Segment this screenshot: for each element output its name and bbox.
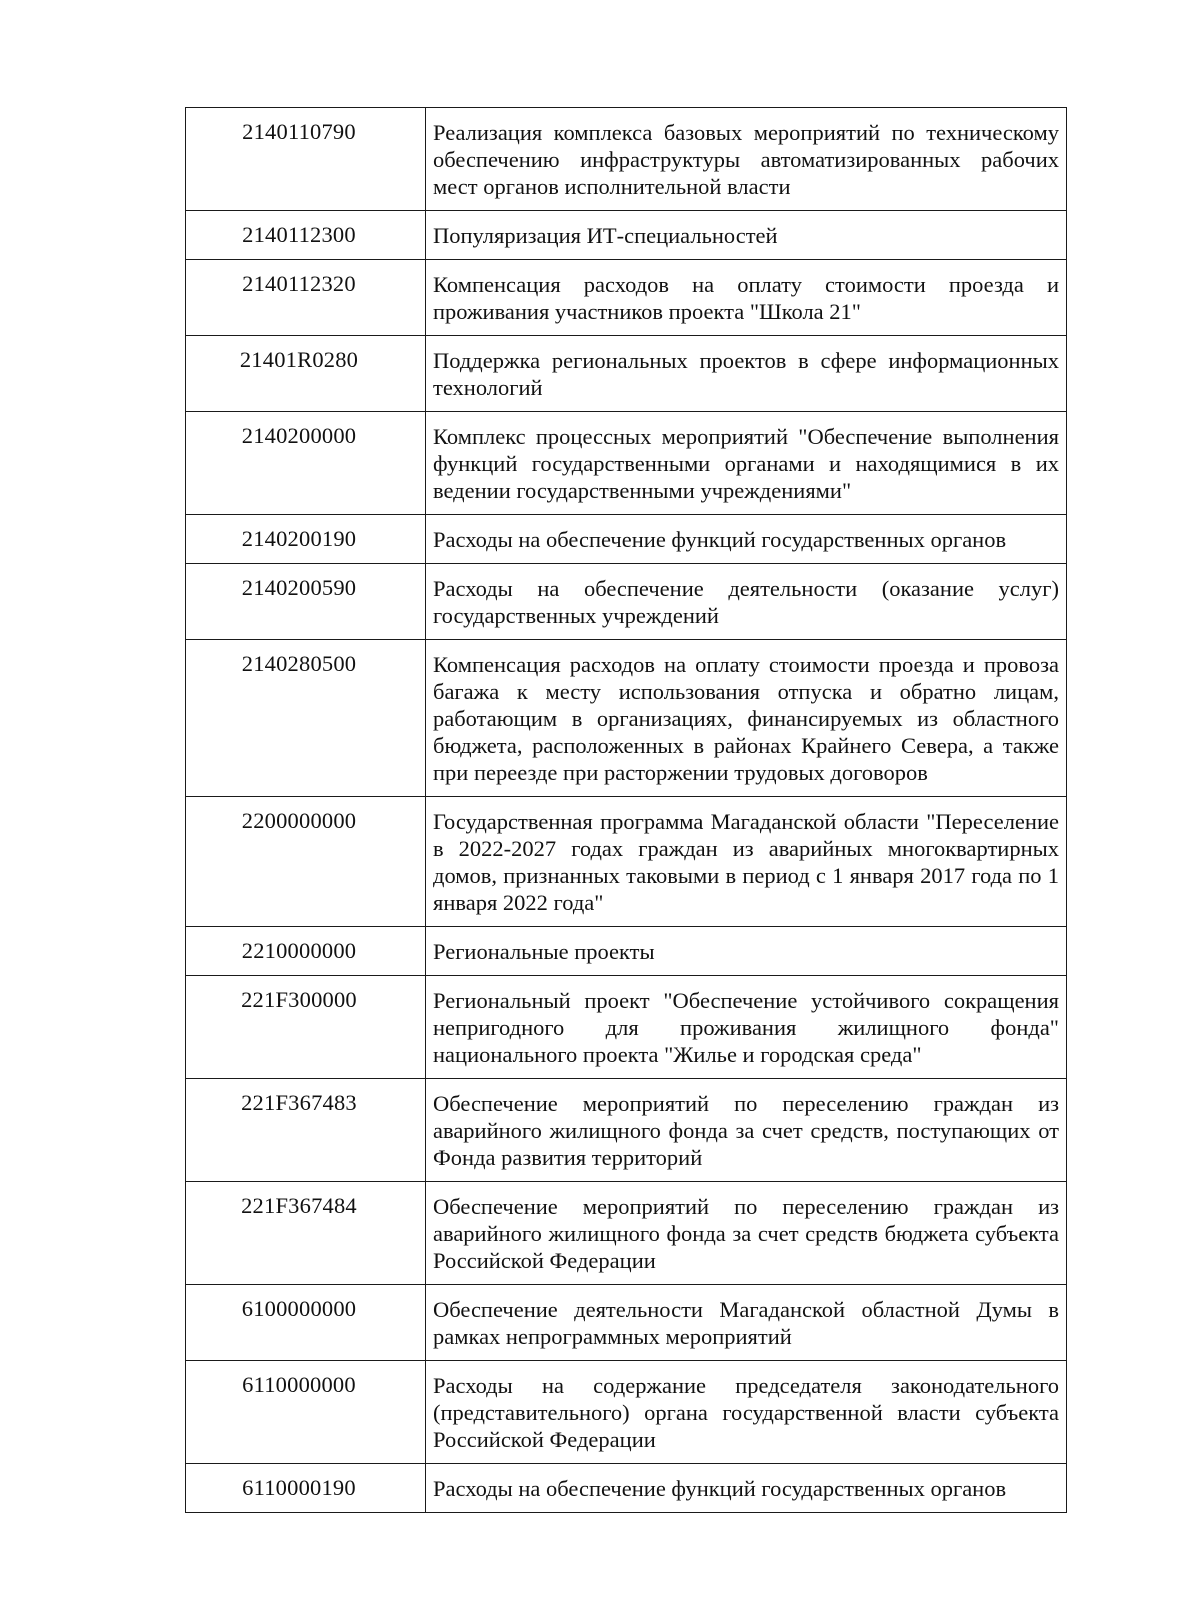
description-cell: Компенсация расходов на оплату стоимости проезда и проживания участников проекта "Школа 21" xyxy=(426,260,1067,336)
code-cell: 2140280500 xyxy=(186,640,426,797)
table-row xyxy=(186,1361,1067,1464)
table-row xyxy=(186,1464,1067,1513)
table-body xyxy=(186,108,1067,1513)
code-cell: 21401R0280 xyxy=(186,336,426,412)
code-cell: 221F300000 xyxy=(186,976,426,1079)
description-cell: Обеспечение мероприятий по переселению граждан из аварийного жилищного фонда за счет средств, поступающих от Фонда развития территорий xyxy=(426,1079,1067,1182)
description-cell: Обеспечение мероприятий по переселению граждан из аварийного жилищного фонда за счет средств бюджета субъекта Российской Федерации xyxy=(426,1182,1067,1285)
code-cell: 2200000000 xyxy=(186,797,426,927)
description-cell: Расходы на обеспечение функций государственных органов xyxy=(426,1464,1067,1513)
table-row xyxy=(186,1079,1067,1182)
table-row xyxy=(186,1285,1067,1361)
table-row xyxy=(186,640,1067,797)
table-row xyxy=(186,515,1067,564)
code-cell: 221F367483 xyxy=(186,1079,426,1182)
table-row xyxy=(186,108,1067,211)
description-cell: Региональный проект "Обеспечение устойчивого сокращения непригодного для проживания жилищного фонда" национального проекта "Жилье и городская среда" xyxy=(426,976,1067,1079)
budget-codes-table xyxy=(185,107,1067,1513)
code-cell: 221F367484 xyxy=(186,1182,426,1285)
description-cell: Региональные проекты xyxy=(426,927,1067,976)
table-row xyxy=(186,412,1067,515)
description-cell: Расходы на содержание председателя законодательного (представительного) органа государственной власти субъекта Российской Федерации xyxy=(426,1361,1067,1464)
table-row xyxy=(186,1182,1067,1285)
table-row xyxy=(186,260,1067,336)
table-row xyxy=(186,797,1067,927)
code-cell: 2140110790 xyxy=(186,108,426,211)
description-cell: Реализация комплекса базовых мероприятий по техническому обеспечению инфраструктуры автоматизированных рабочих мест органов исполнительной власти xyxy=(426,108,1067,211)
table-row xyxy=(186,336,1067,412)
table-row xyxy=(186,976,1067,1079)
description-cell: Популяризация ИТ-специальностей xyxy=(426,211,1067,260)
code-cell: 6100000000 xyxy=(186,1285,426,1361)
description-cell: Государственная программа Магаданской области "Переселение в 2022-2027 годах граждан из аварийных многоквартирных домов, признанных таковыми в период с 1 января 2017 года по 1 января 2022 года" xyxy=(426,797,1067,927)
code-cell: 2140112320 xyxy=(186,260,426,336)
table-row xyxy=(186,211,1067,260)
code-cell: 6110000000 xyxy=(186,1361,426,1464)
description-cell: Обеспечение деятельности Магаданской областной Думы в рамках непрограммных мероприятий xyxy=(426,1285,1067,1361)
code-cell: 2140200190 xyxy=(186,515,426,564)
description-cell: Расходы на обеспечение деятельности (оказание услуг) государственных учреждений xyxy=(426,564,1067,640)
code-cell: 2210000000 xyxy=(186,927,426,976)
table-row xyxy=(186,564,1067,640)
description-cell: Компенсация расходов на оплату стоимости проезда и провоза багажа к месту использования отпуска и обратно лицам, работающим в организациях, финансируемых из областного бюджета, расположенных в районах Крайнего Севера, а также при переезде при расторжении трудовых договоров xyxy=(426,640,1067,797)
description-cell: Расходы на обеспечение функций государственных органов xyxy=(426,515,1067,564)
code-cell: 2140200590 xyxy=(186,564,426,640)
description-cell: Комплекс процессных мероприятий "Обеспечение выполнения функций государственными органами и находящимися в их ведении государственными учреждениями" xyxy=(426,412,1067,515)
description-cell: Поддержка региональных проектов в сфере информационных технологий xyxy=(426,336,1067,412)
code-cell: 6110000190 xyxy=(186,1464,426,1513)
table-row xyxy=(186,927,1067,976)
code-cell: 2140112300 xyxy=(186,211,426,260)
code-cell: 2140200000 xyxy=(186,412,426,515)
